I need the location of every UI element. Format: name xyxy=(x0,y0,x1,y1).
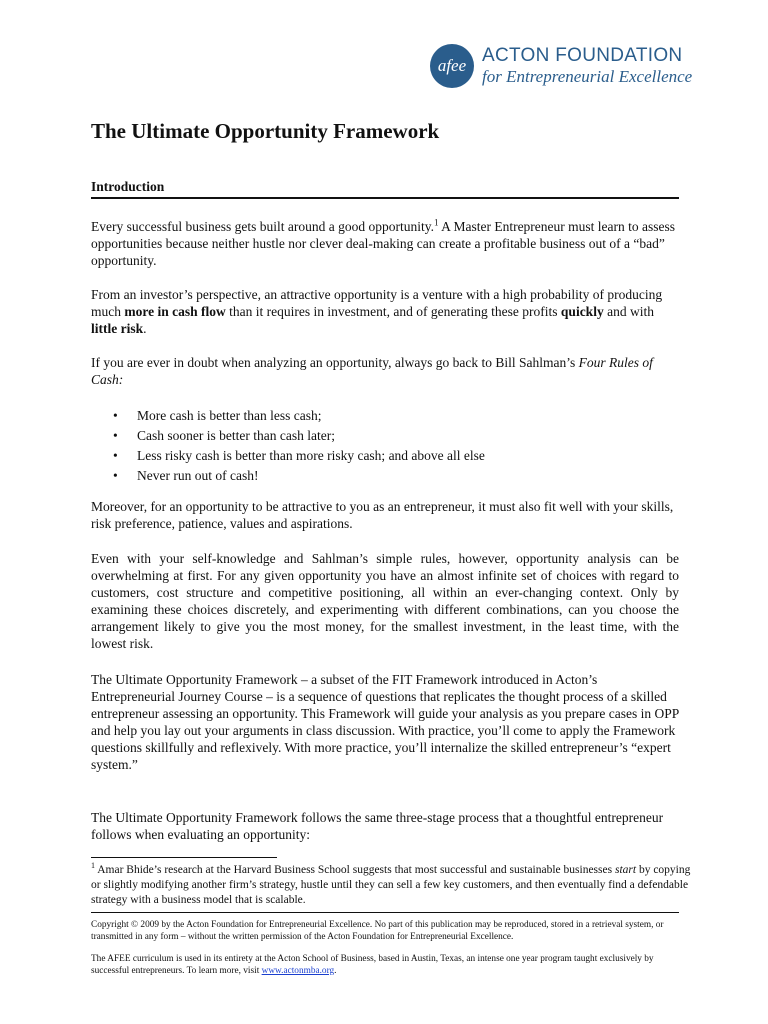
paragraph-7: The Ultimate Opportunity Framework follows the same three-stage process that a thoughtful entrepreneur follows when evaluating an opportunity: xyxy=(91,810,664,842)
acton-website-link[interactable]: www.actonmba.org xyxy=(261,966,335,976)
footnote: $^1$ Amar Bhide’s research at the Harvard Business School suggests that most successful and sustainable businesses start by copying or slightly modifying another firm’s strategy, hustle until they can sell a few key customers, and then eventually find a defendable strategy with a business model that is scalable. xyxy=(91,861,691,906)
org-tagline: for Entrepreneurial Excellence xyxy=(482,67,693,86)
paragraph-1: Every successful business gets built around a good opportunity.$^1$ A Master Entrepreneur must learn to assess opportunities because neither hustle nor clever deal-making can create a profitable business out of a “bad” opportunity. xyxy=(91,217,676,268)
section-heading: Introduction xyxy=(91,179,165,194)
section-divider xyxy=(91,197,679,199)
footnote-divider xyxy=(91,857,277,858)
paragraph-6: The Ultimate Opportunity Framework – a subset of the FIT Framework introduced in Acton’s Entrepreneurial Journey Course – is a sequence of questions that replicates the thought process of a skilled entrepreneur assessing an opportunity. This Framework will guide your analysis as you prepare cases in OPP and help you lay out your arguments in class discussion. With practice, you’ll come to apply the Framework questions skillfully and reflexively. With more practice, you’ll internalize the skilled entrepreneur’s “expert system.” xyxy=(91,672,679,772)
list-item: • More cash is better than less cash; xyxy=(113,406,485,426)
list-item: • Never run out of cash! xyxy=(113,466,485,486)
document-title: The Ultimate Opportunity Framework xyxy=(91,119,440,143)
logo-text xyxy=(482,45,692,87)
paragraph-2: From an investor’s perspective, an attractive opportunity is a venture with a high probability of producing much more in cash flow than it requires in investment, and of generating these profits quickly and with little risk. xyxy=(91,287,663,336)
paragraph-3: If you are ever in doubt when analyzing an opportunity, always go back to Bill Sahlman’s Four Rules of Cash: xyxy=(91,355,653,387)
list-item: • Less risky cash is better than more risky cash; and above all else xyxy=(113,446,485,466)
footer-divider xyxy=(91,912,679,913)
afee-logo-icon: afee xyxy=(430,44,474,88)
rules-of-cash-list xyxy=(113,406,485,486)
paragraph-5: Even with your self-knowledge and Sahlman’s simple rules, however, opportunity analysis can be overwhelming at first. For any given opportunity you have an almost infinite set of choices with regard to customers, cost structure and competitive positioning, all within an ever-changing context. Only by examining these choices discretely, and experimenting with different combinations, can you choose the arrangement likely to give you the most money, for the smallest investment, in the least time, with the lowest risk. xyxy=(91,551,679,651)
footnote-ref[interactable]: 1 xyxy=(433,217,439,228)
org-name: ACTON FOUNDATION xyxy=(482,45,683,66)
afee-curriculum-note: The AFEE curriculum is used in its entirety at the Acton School of Business, based in Austin, Texas, an intense one year program taught exclusively by successful entrepreneurs. To learn more, visit www.actonmba.org. xyxy=(91,954,654,976)
copyright-notice: Copyright © 2009 by the Acton Foundation for Entrepreneurial Excellence. No part of this publication may be reproduced, stored in a retrieval system, or transmitted in any form – without the written permission of the Acton Foundation for Entrepreneurial Excellence. xyxy=(91,920,664,942)
list-item: • Cash sooner is better than cash later; xyxy=(113,426,485,446)
paragraph-4: Moreover, for an opportunity to be attractive to you as an entrepreneur, it must also fit well with your skills, risk preference, patience, values and aspirations. xyxy=(91,499,674,531)
acton-foundation-logo xyxy=(430,44,692,88)
